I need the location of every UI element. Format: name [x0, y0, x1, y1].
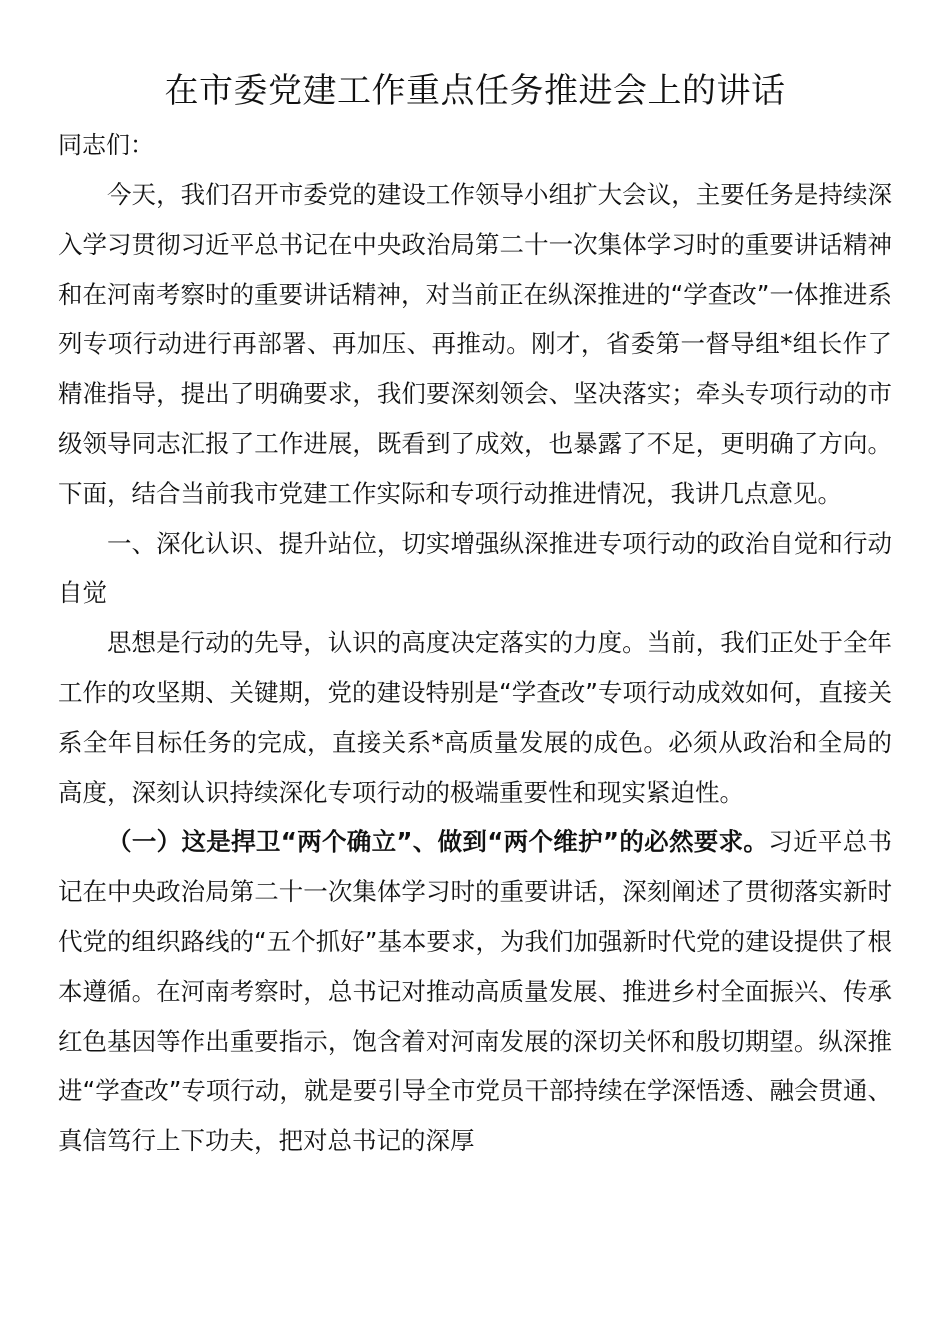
salutation: 同志们： [58, 131, 154, 159]
paragraph-opening: 今天，我们召开市委党的建设工作领导小组扩大会议，主要任务是持续深入学习贯彻习近平总书记在中央政治局第二十一次集体学习时的重要讲话精神和在河南考察时的重要讲话精神，对当前正在纵深推进的“学查改”一体推进系列专项行动进行再部署、再加压、再推动。刚才，省委第一督导组*组长作了精准指导，提出了明确要求，我们要深刻领会、坚决落实；牵头专项行动的市级领导同志汇报了工作进展，既看到了成效，也暴露了不足，更明确了方向。下面，结合当前我市党建工作实际和专项行动推进情况，我讲几点意见。 [58, 180, 892, 508]
section-heading-one: 一、深化认识、提升站位，切实增强纵深推进专项行动的政治自觉和行动自觉 [58, 528, 892, 608]
document-title: 在市委党建工作重点任务推进会上的讲话 [164, 71, 786, 111]
subsection-heading: （一）这是捍卫“两个确立”、做到“两个维护”的必然要求。 [107, 827, 769, 857]
subsection-body: 习近平总书记在中央政治局第二十一次集体学习时的重要讲话，深刻阐述了贯彻落实新时代党的组织路线的“五个抓好”基本要求，为我们加强新时代党的建设提供了根本遵循。在河南考察时，总书记对推动高质量发展、推进乡村全面振兴、传承红色基因等作出重要指示，饱含着对河南发展的深切关怀和殷切期望。纵深推进“学查改”专项行动，就是要引导全市党员干部持续在学深悟透、融会贯通、真信笃行上下功夫，把对总书记的深厚 [58, 827, 893, 1156]
paragraph-thinking: 思想是行动的先导，认识的高度决定落实的力度。当前，我们正处于全年工作的攻坚期、关键期，党的建设特别是“学查改”专项行动成效如何，直接关系全年目标任务的完成，直接关系*高质量发展的成色。必须从政治和全局的高度，深刻认识持续深化专项行动的极端重要性和现实紧迫性。 [58, 628, 892, 807]
paragraph-subsection-one [58, 817, 892, 1166]
document-page [58, 68, 892, 1166]
